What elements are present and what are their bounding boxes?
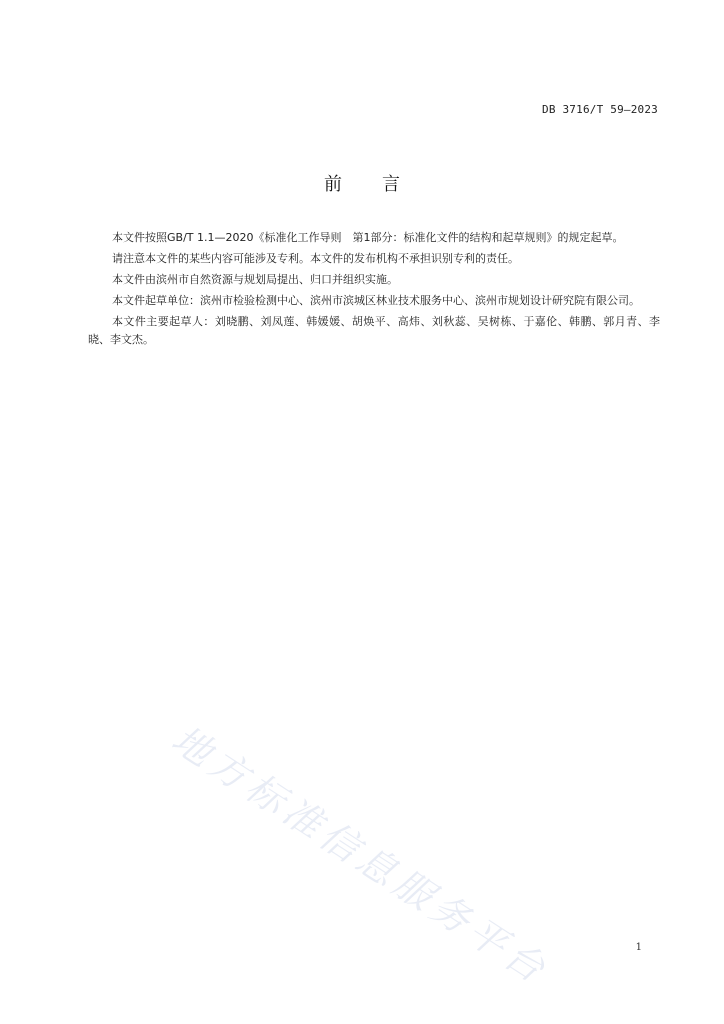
watermark: 地方标准信息服务平台 (164, 716, 558, 994)
paragraph-proposer: 本文件由滨州市自然资源与规划局提出、归口并组织实施。 (112, 273, 398, 286)
paragraph-drafting-units: 本文件起草单位：滨州市检验检测中心、滨州市滨城区林业技术服务中心、滨州市规划设计研究院有限公司。 (112, 294, 640, 307)
document-code: DB 3716/T 59—2023 (542, 103, 658, 116)
paragraph-patent-notice: 请注意本文件的某些内容可能涉及专利。本文件的发布机构不承担识别专利的责任。 (112, 252, 519, 265)
paragraph-drafters: 本文件主要起草人：刘晓鹏、刘凤莲、韩媛媛、胡焕平、高炜、刘秋蕊、吴树栋、于嘉伦、韩鹏、郭月青、李晓、李文杰。 (88, 315, 660, 346)
page-number: 1 (635, 942, 642, 953)
paragraph-drafting-rules: 本文件按照GB/T 1.1—2020《标准化工作导则 第1部分：标准化文件的结构和起草规则》的规定起草。 (112, 231, 624, 244)
foreword-body (88, 229, 660, 352)
page-title: 前言 (324, 174, 440, 195)
